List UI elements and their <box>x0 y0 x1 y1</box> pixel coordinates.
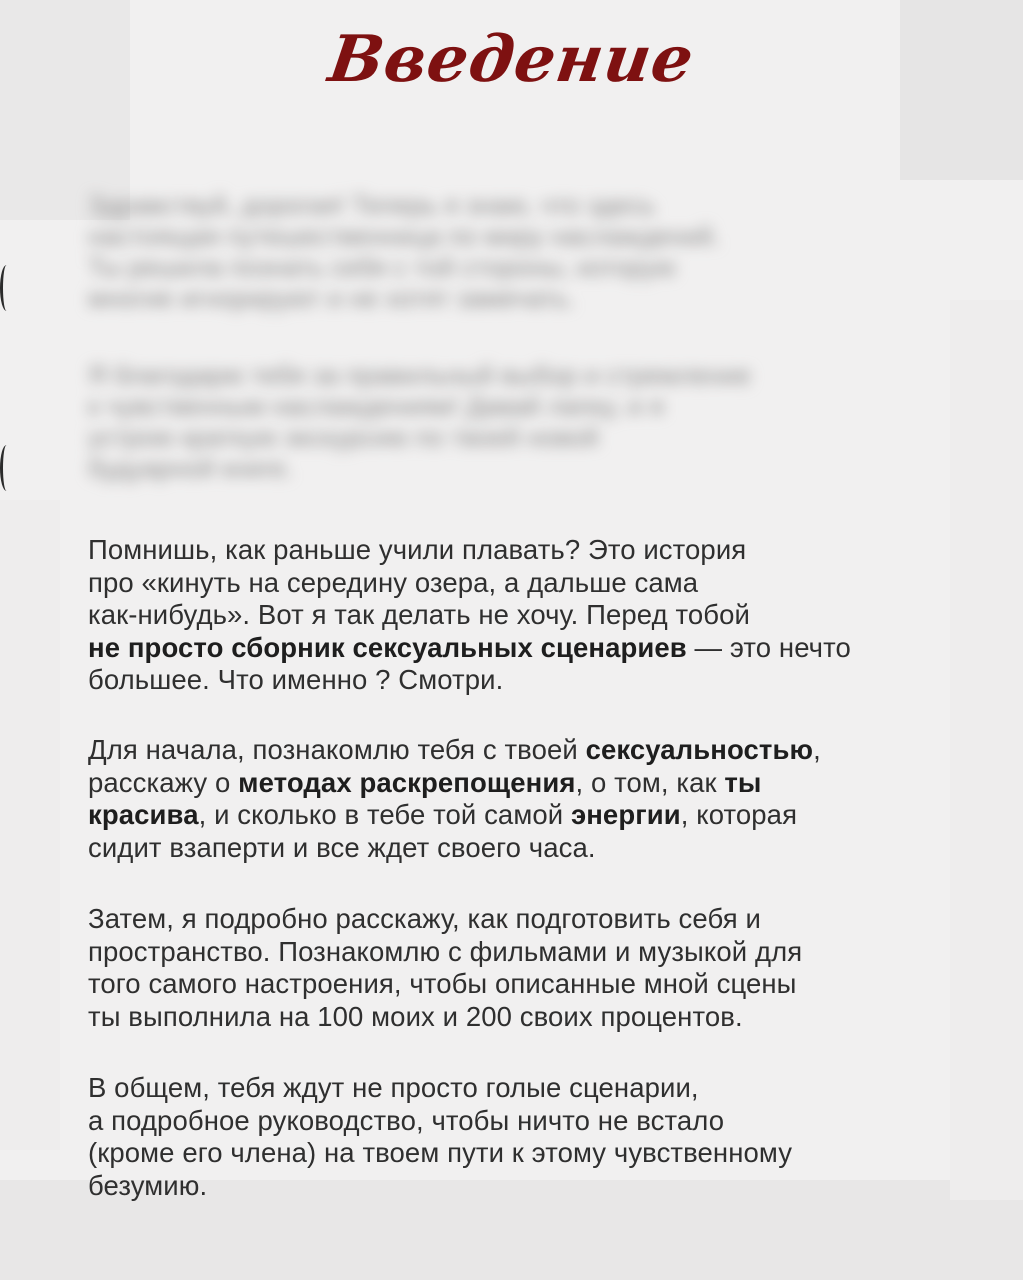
text-fragment: , которая <box>680 799 798 830</box>
text-fragment: , и сколько в тебе той самой <box>198 799 571 830</box>
text-line: того самого настроения, чтобы описанные мной сцены <box>88 968 797 999</box>
emphasis-text: энергии <box>570 799 681 830</box>
binder-ring-mark <box>0 445 13 491</box>
paragraph-preparation <box>88 903 968 1033</box>
text-line: как-нибудь». Вот я так делать не хочу. Перед тобой <box>88 599 750 630</box>
page-title: Введение <box>324 22 699 97</box>
emphasis-text: красива <box>88 799 199 830</box>
blurred-line: к чувственным наслаждениям! Давай лапку, и я <box>88 391 664 421</box>
text-line: Затем, я подробно расскажу, как подготовить себя и <box>88 903 761 934</box>
blurred-paragraph-2 <box>88 360 948 484</box>
blurred-line: Ты решила познать себя с той стороны, которую <box>88 252 676 282</box>
blurred-paragraph-1 <box>88 190 948 314</box>
text-fragment: Для начала, познакомлю тебя с твоей <box>88 734 586 765</box>
blurred-line: будуарной книге. <box>88 453 293 483</box>
blurred-line: настоящая путешественница по миру наслаждений. <box>88 221 720 251</box>
emphasis-text: не просто сборник сексуальных сценариев <box>88 631 687 663</box>
text-line: про «кинуть на середину озера, а дальше сама <box>88 566 699 598</box>
text-line <box>88 799 968 832</box>
text-line <box>88 632 968 665</box>
binder-ring-mark <box>0 265 13 311</box>
text-line: сидит взаперти и все ждет своего часа. <box>88 831 596 863</box>
paragraph-summary <box>88 1072 968 1202</box>
text-line: Помнишь, как раньше учили плавать? Это история <box>88 534 747 565</box>
emphasis-text: методах раскрепощения <box>238 766 576 798</box>
blurred-line: Здравствуй, дорогая! Теперь я знаю, что здесь <box>88 190 655 220</box>
text-fragment: , <box>813 734 821 765</box>
text-fragment: , о том, как <box>575 766 725 798</box>
emphasis-text: ты <box>724 766 762 798</box>
text-line: большее. Что именно ? Смотри. <box>88 664 504 695</box>
text-line <box>88 734 968 767</box>
text-line: пространство. Познакомлю с фильмами и музыкой для <box>88 935 803 967</box>
paragraph-swimming <box>88 534 968 697</box>
blurred-line: устрою краткую экскурсию по твоей новой <box>88 422 599 452</box>
blurred-line: Я благодарю тебя за правильный выбор и стремление <box>88 360 751 390</box>
blurred-line: многие игнорируют и не хотят замечать. <box>88 283 575 313</box>
text-line <box>88 767 968 800</box>
text-line: а подробное руководство, чтобы ничто не встало <box>88 1104 725 1136</box>
text-fragment: — это нечто <box>686 631 851 663</box>
paper-texture <box>0 500 60 1150</box>
text-line: (кроме его члена) на твоем пути к этому чувственному <box>88 1137 793 1168</box>
emphasis-text: сексуальностью <box>585 734 814 765</box>
text-line: В общем, тебя ждут не просто голые сценарии, <box>88 1072 699 1103</box>
text-line: ты выполнила на 100 моих и 200 своих процентов. <box>88 1000 743 1032</box>
text-line: безумию. <box>88 1169 208 1201</box>
text-fragment: расскажу о <box>88 766 239 798</box>
paragraph-intro-topics <box>88 734 968 864</box>
